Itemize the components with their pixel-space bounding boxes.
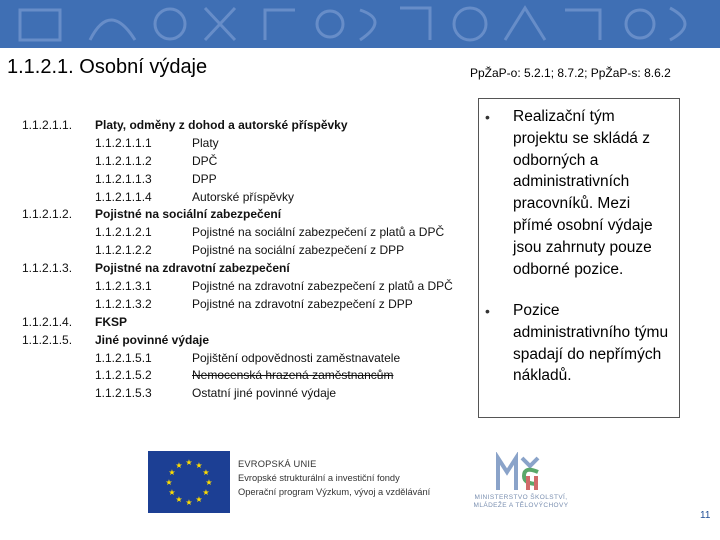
subitem-code: 1.1.2.1.1.3 [95, 171, 152, 186]
decorative-pattern [0, 0, 720, 48]
subitem-code: 1.1.2.1.3.1 [95, 279, 152, 294]
page-number: 11 [700, 510, 711, 521]
item-code: 1.1.2.1.5. [22, 332, 73, 347]
subitem-label: Pojistné na zdravotní zabezpečení z platů a DPČ [192, 279, 453, 294]
ministry-line-1: MINISTERSTVO ŠKOLSTVÍ, [474, 494, 568, 501]
eu-text [238, 457, 430, 499]
svg-text:★: ★ [195, 495, 203, 504]
svg-text:★: ★ [185, 458, 193, 467]
item-code: 1.1.2.1.1. [22, 118, 73, 132]
subitem-label: DPČ [192, 153, 218, 168]
svg-text:★: ★ [175, 461, 183, 470]
svg-text:★: ★ [202, 468, 210, 477]
subitem-code: 1.1.2.1.1.2 [95, 153, 152, 168]
svg-text:★: ★ [168, 488, 176, 497]
eu-line-2: Evropské strukturální a investiční fondy [238, 473, 400, 483]
svg-text:★: ★ [175, 495, 183, 504]
notes-textbox [478, 98, 680, 418]
subitem-label: Autorské příspěvky [192, 189, 295, 204]
item-code: 1.1.2.1.4. [22, 314, 73, 329]
item-code: 1.1.2.1.2. [22, 207, 73, 222]
subitem-label: DPP [192, 171, 217, 186]
subitem-code: 1.1.2.1.3.2 [95, 296, 152, 311]
subitem-label: Pojistné na sociální zabezpečení z DPP [192, 243, 405, 258]
subitem-code: 1.1.2.1.5.2 [95, 368, 152, 383]
eu-logo-block [148, 451, 448, 513]
subitem-label-struck: Nemocenská hrazená zaměstnancům [192, 368, 394, 383]
bullet-marker: • [485, 303, 490, 319]
subitem-label: Pojistné na sociální zabezpečení z platů a DPČ [192, 225, 445, 240]
bullet-marker: • [485, 109, 490, 125]
note-admin-team: Pozice administrativního týmu spadají do nepřímých nákladů. [513, 302, 669, 385]
ministry-line-2: MLÁDEŽE A TĚLOVÝCHOVY [473, 502, 569, 509]
subitem-label: Ostatní jiné povinné výdaje [192, 386, 337, 401]
msmt-logo [466, 452, 576, 512]
subitem-label: Pojištění odpovědnosti zaměstnavatele [192, 350, 401, 365]
item-code: 1.1.2.1.3. [22, 261, 73, 276]
subitem-label: Pojistné na zdravotní zabezpečení z DPP [192, 296, 413, 311]
ministry-text [466, 494, 576, 510]
eu-flag-icon [148, 451, 230, 513]
item-label: Jiné povinné výdaje [95, 332, 210, 347]
header-banner [0, 0, 720, 48]
svg-text:★: ★ [205, 478, 213, 487]
note-realization-team: Realizační tým projektu se skládá z odborných a administrativních pracovníků. Mezi přímé osobní výdaje jsou zahrnuty pouze odborné pozice. [513, 108, 653, 278]
reference-code: PpŽaP-o: 5.2.1; 8.7.2; PpŽaP-s: 8.6.2 [470, 66, 671, 80]
item-label: FKSP [95, 314, 128, 329]
svg-text:★: ★ [168, 468, 176, 477]
msmt-emblem-icon [466, 452, 576, 494]
subitem-code: 1.1.2.1.2.2 [95, 243, 152, 258]
eu-line-1: EVROPSKÁ UNIE [238, 459, 317, 469]
svg-text:★: ★ [165, 478, 173, 487]
svg-text:★: ★ [195, 461, 203, 470]
subitem-label: Platy [192, 135, 219, 150]
subitem-code: 1.1.2.1.1.4 [95, 189, 152, 204]
subitem-code: 1.1.2.1.2.1 [95, 225, 152, 240]
eu-line-3: Operační program Výzkum, vývoj a vzdělávání [238, 487, 431, 497]
subitem-code: 1.1.2.1.1.1 [95, 135, 152, 150]
item-label: Pojistné na sociální zabezpečení [95, 207, 282, 222]
item-label: Platy, odměny z dohod a autorské příspěvky [95, 118, 348, 132]
subitem-code: 1.1.2.1.5.3 [95, 386, 152, 401]
svg-text:★: ★ [185, 498, 193, 507]
item-label: Pojistné na zdravotní zabezpečení [95, 261, 290, 276]
slide-title: 1.1.2.1. Osobní výdaje [7, 56, 208, 78]
subitem-code: 1.1.2.1.5.1 [95, 350, 152, 365]
svg-text:★: ★ [202, 488, 210, 497]
